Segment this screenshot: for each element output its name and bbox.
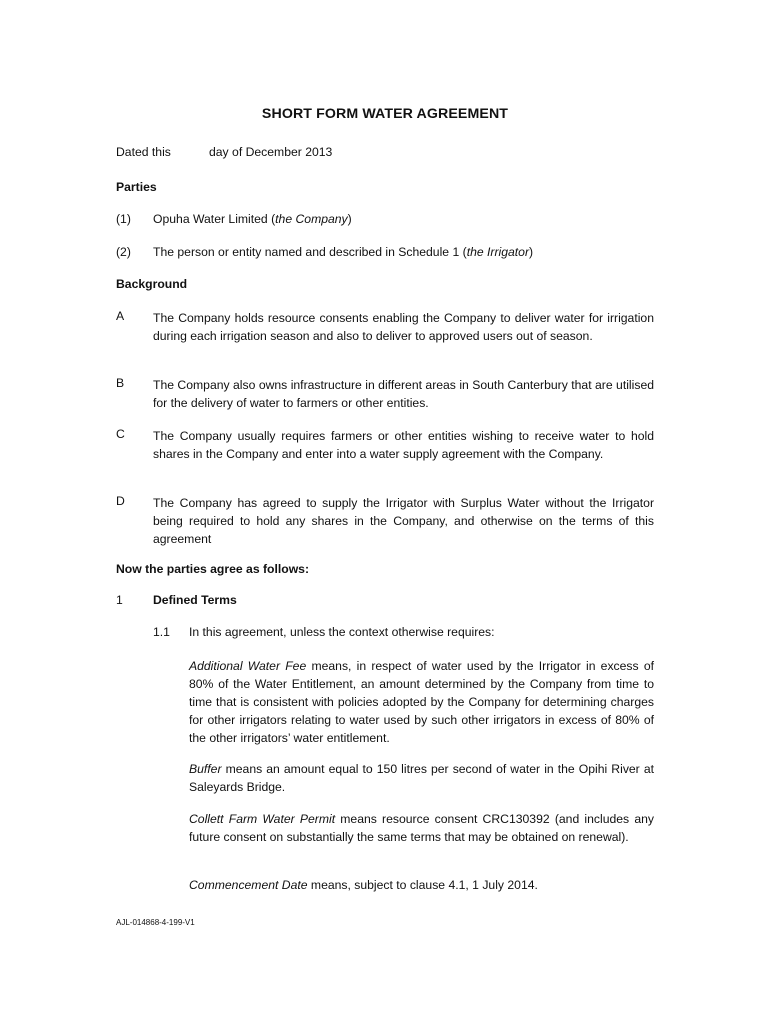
dated-label: Dated this xyxy=(116,145,171,159)
party-number: (2) xyxy=(116,245,131,259)
definition-collett-farm-water-permit: Collett Farm Water Permit means resource consent CRC130392 (and includes any future consent on substantially the same terms that may be obtained on renewal). xyxy=(189,812,654,844)
clause-number: 1.1 xyxy=(153,625,170,639)
document-title: SHORT FORM WATER AGREEMENT xyxy=(261,106,509,122)
party-2: The person or entity named and described in Schedule 1 (the Irrigator) xyxy=(153,245,534,259)
section-heading: Defined Terms xyxy=(153,593,237,607)
background-item-d: The Company has agreed to supply the Irrigator with Surplus Water without the Irrigator being required to hold any shares in the Company, and otherwise on the terms of this agreement xyxy=(153,496,654,546)
background-letter: B xyxy=(116,376,125,390)
section-number: 1 xyxy=(116,593,123,607)
party-1: Opuha Water Limited (the Company) xyxy=(153,212,352,226)
background-item-c: The Company usually requires farmers or other entities wishing to receive water to hold shares in the Company and enter into a water supply agreement with the Company. xyxy=(153,429,654,461)
background-letter: D xyxy=(116,494,125,508)
dated-text: day of December 2013 xyxy=(209,145,333,159)
clause-text: In this agreement, unless the context otherwise requires: xyxy=(189,625,495,639)
definition-buffer: Buffer means an amount equal to 150 litres per second of water in the Opihi River at Saleyards Bridge. xyxy=(189,762,654,794)
document-reference: AJL-014868-4-199-V1 xyxy=(116,918,195,927)
background-letter: A xyxy=(116,309,125,323)
parties-heading: Parties xyxy=(116,180,157,194)
background-letter: C xyxy=(116,427,125,441)
definition-commencement-date: Commencement Date means, subject to clause 4.1, 1 July 2014. xyxy=(189,878,538,892)
background-item-a: The Company holds resource consents enabling the Company to deliver water for irrigation during each irrigation season and also to deliver to approved users out of season. xyxy=(153,311,654,343)
background-heading: Background xyxy=(116,277,188,291)
background-item-b: The Company also owns infrastructure in different areas in South Canterbury that are utilised for the delivery of water to farmers or other entities. xyxy=(153,378,654,410)
definition-additional-water-fee: Additional Water Fee means, in respect of water used by the Irrigator in excess of 80% of the Water Entitlement, an amount determined by the Company from time to time that is consistent with policies adopted by the Company for determining charges for other irrigators relating to water used by such other irrigators in excess of 80% of the other irrigators’ water entitlement. xyxy=(189,659,654,745)
agree-heading: Now the parties agree as follows: xyxy=(116,562,310,576)
party-number: (1) xyxy=(116,212,131,226)
